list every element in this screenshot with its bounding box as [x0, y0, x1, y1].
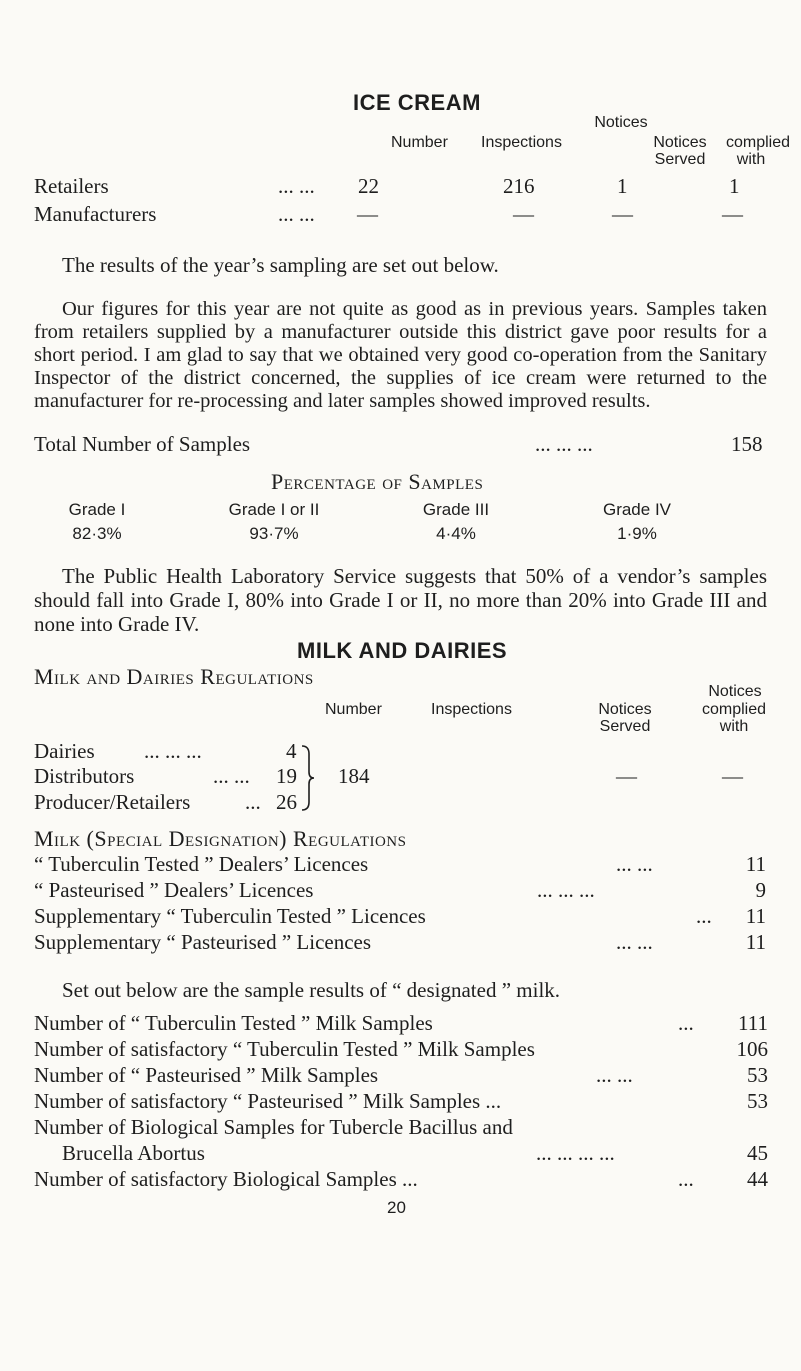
grade-4-label: Grade IV	[602, 500, 672, 519]
ic-row-retailers-served: 1	[617, 174, 628, 198]
grade-1-value: 82·3%	[72, 524, 122, 543]
ic-col-number: Number	[391, 134, 448, 151]
sample-7-label: Number of satisfactory Biological Samples ...	[34, 1167, 418, 1191]
sample-6-value: 45	[747, 1141, 768, 1165]
licence-4-value: 11	[745, 930, 766, 954]
licence-2-value: 9	[755, 878, 766, 902]
grade-1-label: Grade I	[68, 500, 126, 519]
grade-1-2-label: Grade I or II	[228, 500, 320, 519]
mk-col-complied-3: with	[719, 718, 749, 735]
licence-2-leader: ... ... ...	[537, 878, 595, 902]
mk-complied: —	[722, 764, 743, 788]
special-heading: Milk (Special Designation) Regulations	[34, 826, 407, 851]
brace-icon	[300, 744, 316, 812]
ic-paragraph: Our figures for this year are not quite as good as in previous years. Samples taken from retailers supplied by a manufacturer outside this district gave poor results for a short period. I am glad to say that we obtained very good co-operation from the Sanitary Inspector of the district concerned, the supplies of ice cream were returned to the manufacturer for re-processing and later samples showed improved results.	[34, 298, 767, 412]
ic-row-retailers-leader: ... ...	[278, 174, 315, 198]
ic-col-served-2: Served	[654, 151, 706, 168]
mk-col-served-1: Notices	[598, 701, 652, 718]
mk-inspections-total: 184	[338, 764, 370, 788]
mk-row-distributors-number: 19	[276, 764, 297, 788]
licence-3-value: 11	[745, 904, 766, 928]
mk-served: —	[616, 764, 637, 788]
milk-subheading: Milk and Dairies Regulations	[34, 664, 314, 689]
sample-6-leader: ... ... ... ...	[536, 1141, 615, 1165]
mk-col-served-2: Served	[599, 718, 651, 735]
ic-col-inspections: Inspections	[481, 134, 562, 151]
sample-5-label: Number of Biological Samples for Tubercle Bacillus and	[34, 1115, 513, 1139]
mk-row-dairies-label: Dairies	[34, 739, 95, 763]
ic-total-leader: ... ... ...	[535, 432, 593, 456]
licence-4-leader: ... ...	[616, 930, 653, 954]
sample-3-label: Number of “ Pasteurised ” Milk Samples	[34, 1063, 379, 1087]
licence-1-label: “ Tuberculin Tested ” Dealers’ Licences	[34, 852, 369, 876]
ice-cream-heading: ICE CREAM	[353, 90, 481, 115]
licence-2-label: “ Pasteurised ” Dealers’ Licences	[34, 878, 314, 902]
suggestion-block	[34, 564, 767, 636]
mk-col-complied-1: Notices	[708, 683, 762, 700]
grade-3-value: 4·4%	[436, 524, 476, 543]
suggestion-text: The Public Health Laboratory Service suggests that 50% of a vendor’s samples should fall into Grade I, 80% into Grade I or II, no more than 20% into Grade III and none into Grade IV.	[34, 564, 767, 636]
ic-row-manufacturers-leader: ... ...	[278, 202, 315, 226]
ic-row-retailers-label: Retailers	[34, 174, 109, 198]
mk-row-dairies-number: 4	[286, 739, 297, 763]
ic-row-retailers-complied: 1	[729, 174, 740, 198]
ic-col-complied-3: with	[736, 151, 766, 168]
sample-7-leader: ...	[678, 1167, 694, 1191]
mk-row-producer-leader: ...	[245, 790, 261, 814]
milk-heading: MILK AND DAIRIES	[297, 638, 508, 663]
ic-row-retailers-number: 22	[358, 174, 379, 198]
licence-1-value: 11	[745, 852, 766, 876]
mk-row-distributors-label: Distributors	[34, 764, 135, 788]
ic-row-manufacturers-number: —	[357, 202, 378, 226]
sample-4-label: Number of satisfactory “ Pasteurised ” Milk Samples ...	[34, 1089, 502, 1113]
mk-col-inspections: Inspections	[431, 701, 512, 718]
ic-paragraph-block	[34, 298, 767, 413]
mk-col-number: Number	[325, 701, 382, 718]
sample-2-value: 106	[736, 1037, 768, 1061]
grade-4-value: 1·9%	[617, 524, 657, 543]
ic-row-manufacturers-label: Manufacturers	[34, 202, 157, 226]
ic-col-complied-2: complied	[726, 134, 791, 151]
ic-intro: The results of the year’s sampling are set out below.	[62, 253, 499, 277]
page-number: 20	[387, 1198, 406, 1217]
mk-row-producer-label: Producer/Retailers	[34, 790, 191, 814]
ic-total-label: Total Number of Samples	[34, 432, 251, 456]
grade-1-2-value: 93·7%	[249, 524, 299, 543]
ic-row-retailers-inspections: 216	[503, 174, 535, 198]
sample-6-label: Brucella Abortus	[62, 1141, 205, 1165]
sample-2-label: Number of satisfactory “ Tuberculin Tested ” Milk Samples	[34, 1037, 535, 1061]
mk-row-producer-number: 26	[276, 790, 297, 814]
licence-4-label: Supplementary “ Pasteurised ” Licences	[34, 930, 372, 954]
mk-row-dairies-leader: ... ... ...	[144, 739, 202, 763]
pct-heading: Percentage of Samples	[271, 469, 484, 494]
ic-total-value: 158	[731, 432, 763, 456]
ic-row-manufacturers-served: —	[612, 202, 633, 226]
licence-3-label: Supplementary “ Tuberculin Tested ” Licences	[34, 904, 426, 928]
ic-col-served-1: Notices	[653, 134, 707, 151]
sample-1-leader: ...	[678, 1011, 694, 1035]
ic-row-manufacturers-inspections: —	[513, 202, 534, 226]
sample-4-value: 53	[747, 1089, 768, 1113]
grade-3-label: Grade III	[422, 500, 490, 519]
mk-row-distributors-leader: ... ...	[213, 764, 250, 788]
results-intro: Set out below are the sample results of “ designated ” milk.	[62, 978, 561, 1002]
sample-1-value: 111	[738, 1011, 768, 1035]
licence-1-leader: ... ...	[616, 852, 653, 876]
sample-3-leader: ... ...	[596, 1063, 633, 1087]
ic-col-complied-1: Notices	[594, 114, 648, 131]
sample-1-label: Number of “ Tuberculin Tested ” Milk Samples	[34, 1011, 433, 1035]
licence-3-leader: ...	[696, 904, 712, 928]
sample-7-value: 44	[747, 1167, 768, 1191]
mk-col-complied-2: complied	[701, 701, 767, 718]
sample-3-value: 53	[747, 1063, 768, 1087]
ic-row-manufacturers-complied: —	[722, 202, 743, 226]
